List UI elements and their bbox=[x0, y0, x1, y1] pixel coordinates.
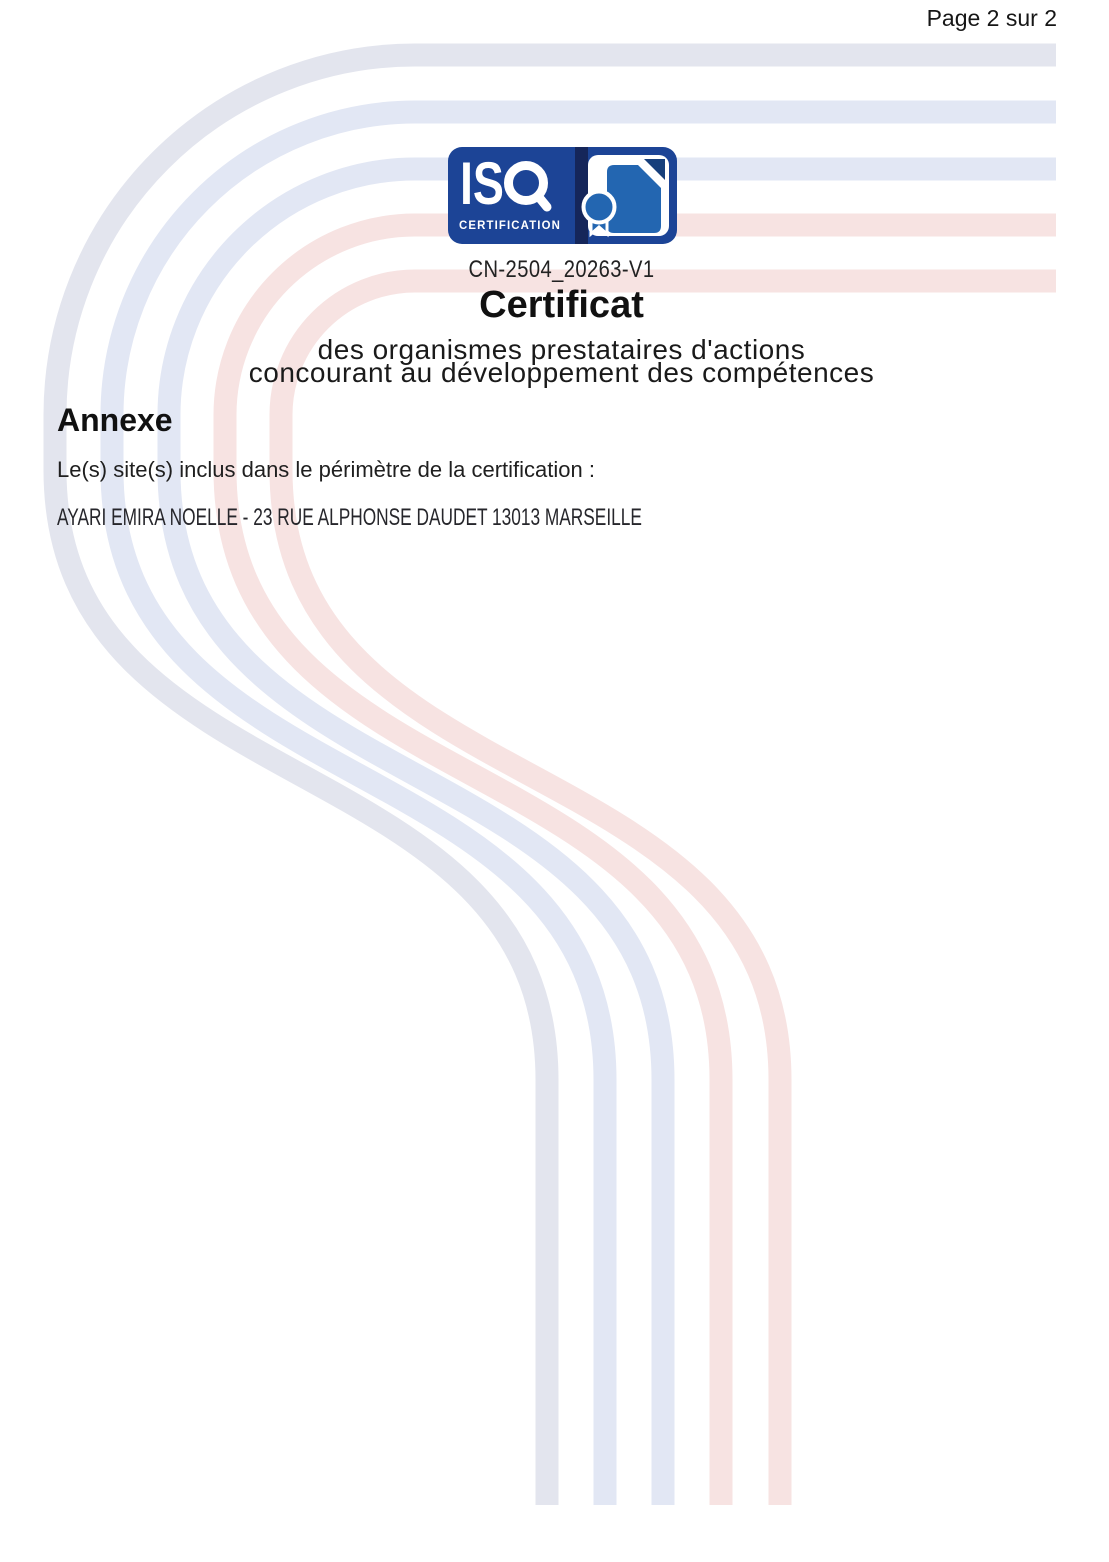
sites-intro-label: Le(s) site(s) inclus dans le périmètre de la certification : bbox=[57, 457, 595, 482]
certificate-subtitle bbox=[7, 334, 1109, 388]
seal-badge-icon bbox=[584, 192, 615, 223]
isq-logo-graphic bbox=[448, 147, 677, 244]
logo-brand-text: IS bbox=[460, 150, 504, 217]
certificate-number: CN-2504_20263-V1 bbox=[468, 256, 655, 283]
certificate-subtitle-line1: des organismes prestataires d'actions bbox=[317, 334, 806, 365]
certificate-subtitle-line2: concourant au développement des compétences bbox=[248, 356, 875, 388]
isq-logo bbox=[448, 147, 677, 244]
logo-subtext: CERTIFICATION bbox=[459, 218, 561, 232]
certificate-title: Certificat bbox=[479, 284, 644, 326]
site-address-line: AYARI EMIRA NOELLE - 23 RUE ALPHONSE DAUDET 13013 MARSEILLE bbox=[57, 504, 642, 531]
background-stripe bbox=[225, 225, 1056, 1505]
page-number: Page 2 sur 2 bbox=[926, 5, 1057, 31]
annexe-heading: Annexe bbox=[57, 402, 173, 438]
